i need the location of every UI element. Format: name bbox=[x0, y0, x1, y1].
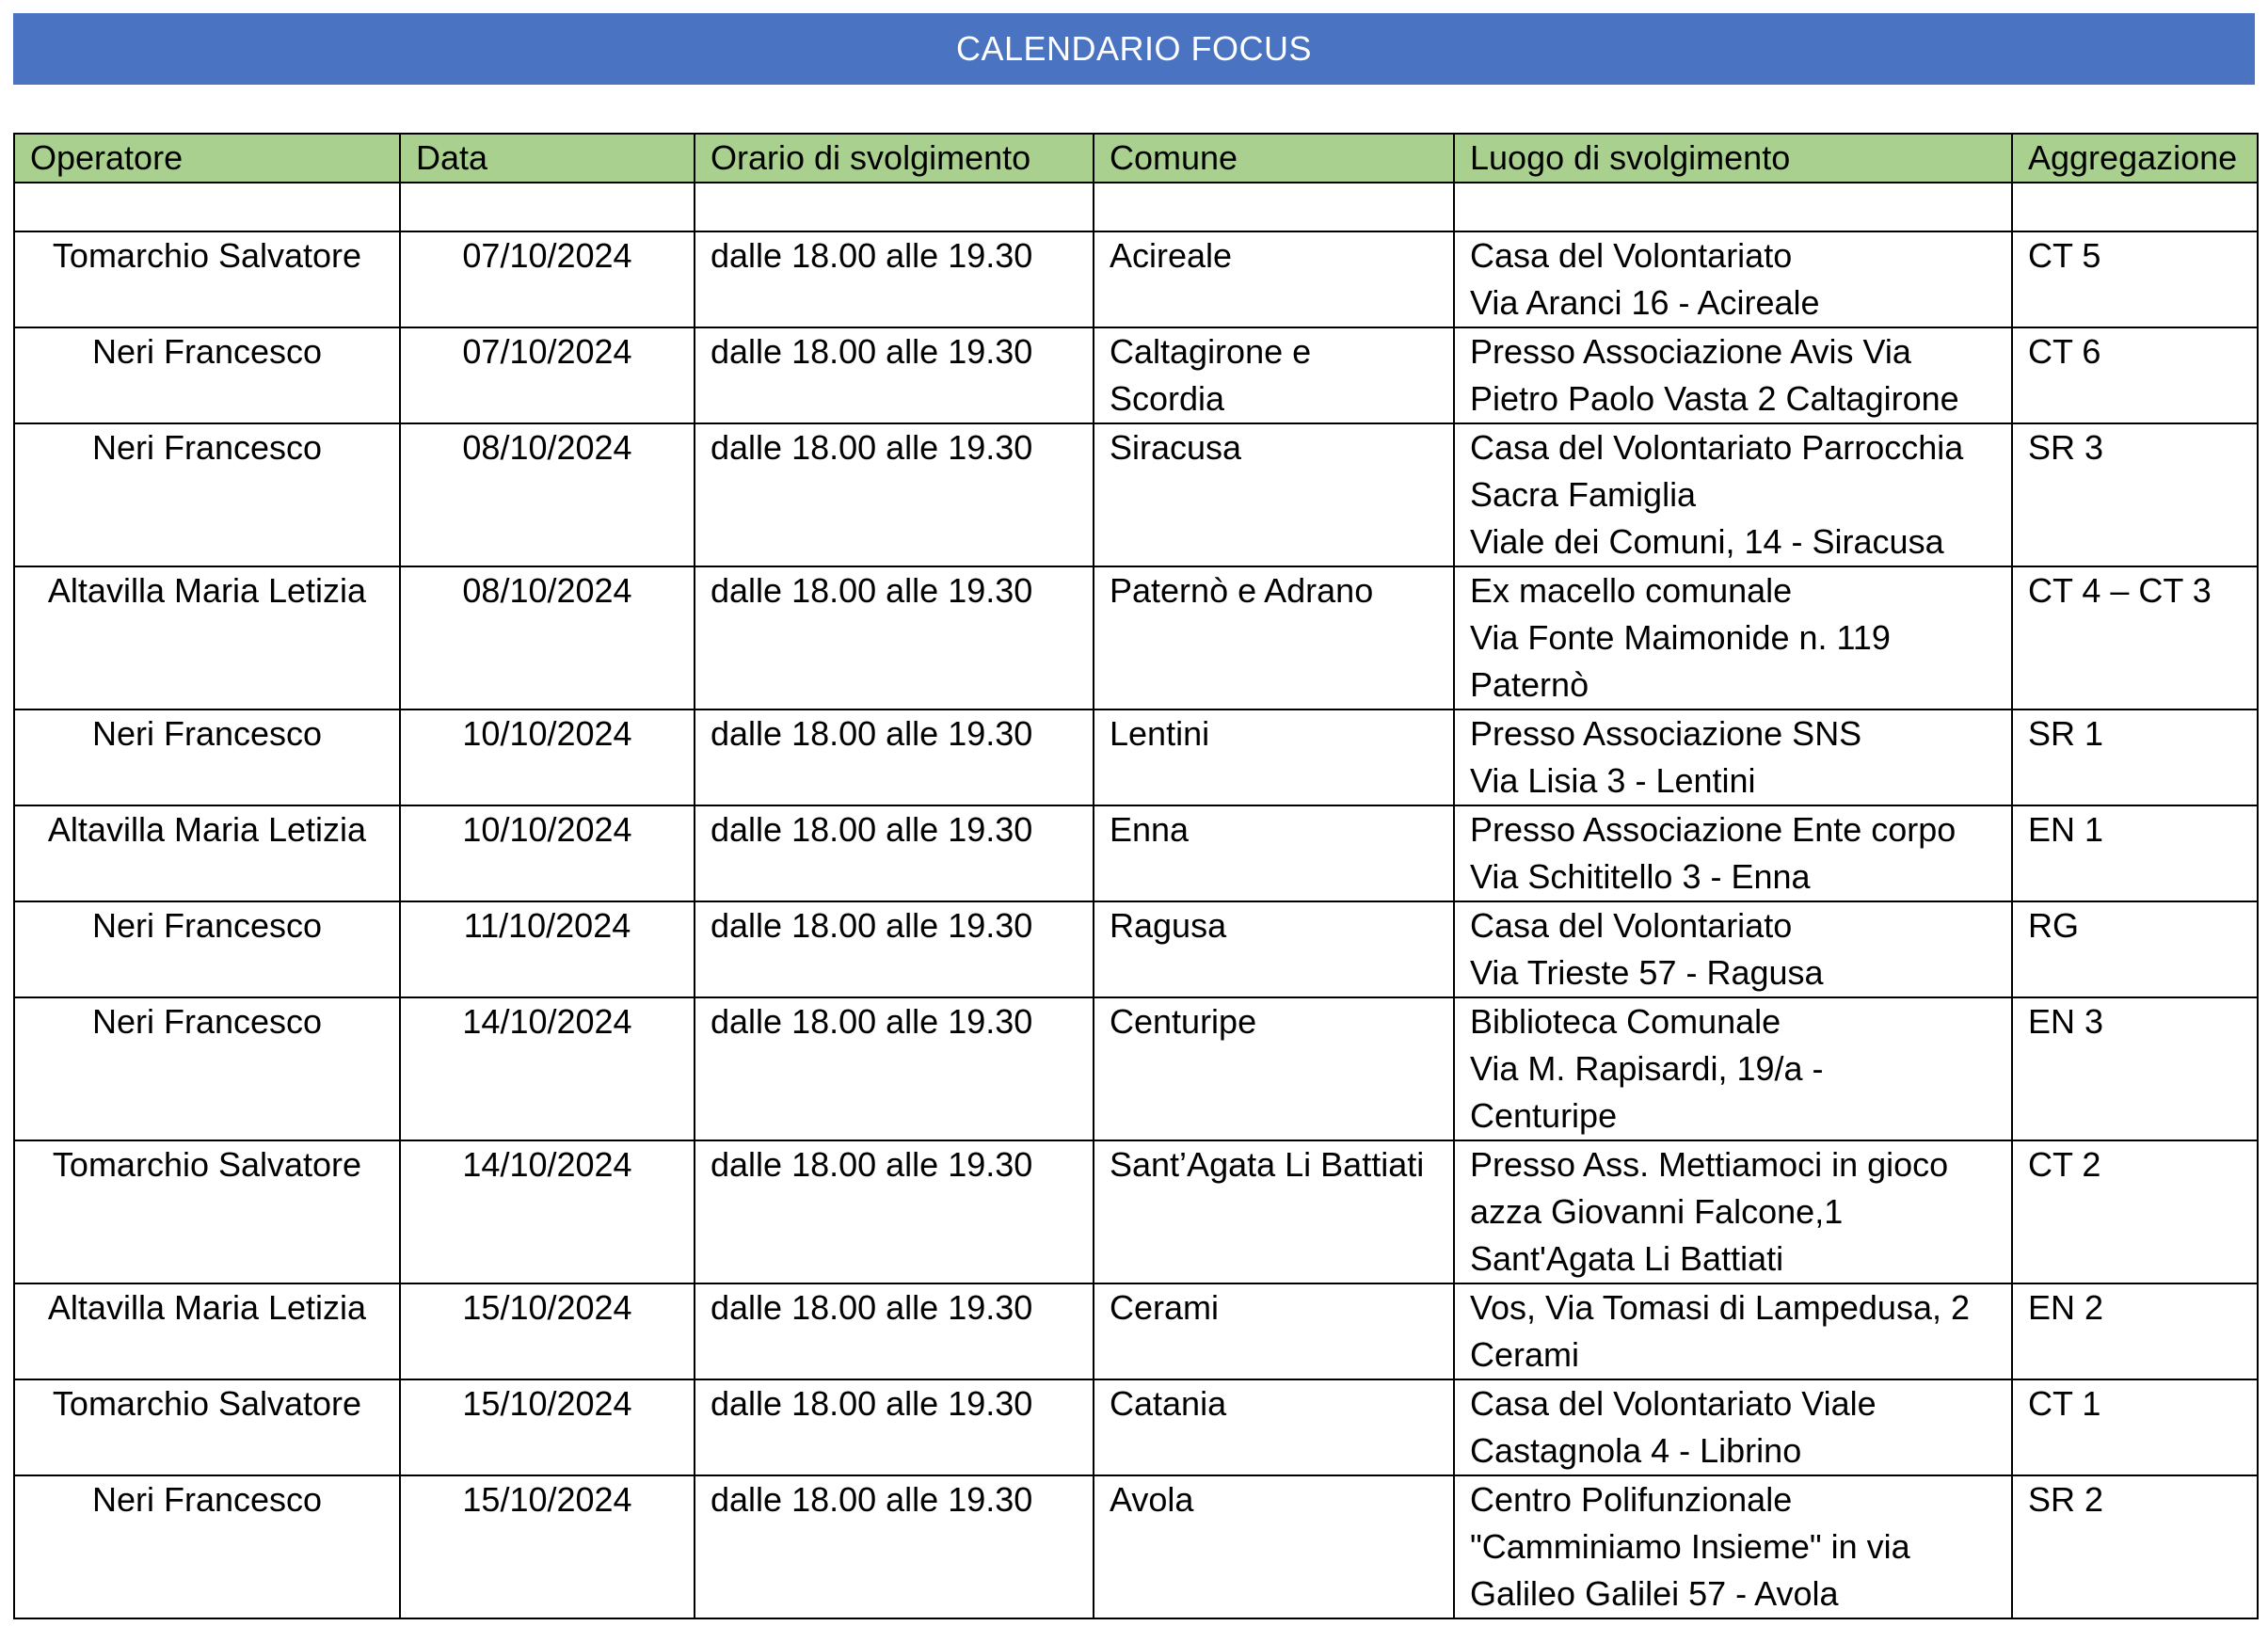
cell-comune: Caltagirone e Scordia bbox=[1094, 327, 1454, 423]
cell-operatore: Neri Francesco bbox=[14, 423, 400, 566]
cell-data: 15/10/2024 bbox=[400, 1475, 695, 1618]
cell-data: 14/10/2024 bbox=[400, 997, 695, 1140]
table-row bbox=[14, 901, 2258, 997]
cell-orario: dalle 18.00 alle 19.30 bbox=[695, 709, 1094, 805]
cell-data: 08/10/2024 bbox=[400, 566, 695, 709]
cell-orario: dalle 18.00 alle 19.30 bbox=[695, 566, 1094, 709]
cell-data: 08/10/2024 bbox=[400, 423, 695, 566]
cell-aggregazione: RG bbox=[2012, 901, 2258, 997]
cell-operatore: Tomarchio Salvatore bbox=[14, 231, 400, 327]
cell-aggregazione: EN 2 bbox=[2012, 1283, 2258, 1379]
table-row bbox=[14, 327, 2258, 423]
cell-operatore: Neri Francesco bbox=[14, 901, 400, 997]
header-luogo: Luogo di svolgimento bbox=[1454, 134, 2012, 183]
cell-comune: Avola bbox=[1094, 1475, 1454, 1618]
table-row bbox=[14, 566, 2258, 709]
cell-operatore: Tomarchio Salvatore bbox=[14, 1379, 400, 1475]
calendar-table bbox=[13, 133, 2259, 1619]
table-row bbox=[14, 1140, 2258, 1283]
cell-orario: dalle 18.00 alle 19.30 bbox=[695, 423, 1094, 566]
cell-luogo: Casa del Volontariato Parrocchia Sacra Famiglia Viale dei Comuni, 14 - Siracusa bbox=[1454, 423, 2012, 566]
cell-data: 11/10/2024 bbox=[400, 901, 695, 997]
table-row bbox=[14, 1475, 2258, 1618]
cell-data: 10/10/2024 bbox=[400, 805, 695, 901]
table-row bbox=[14, 709, 2258, 805]
cell-orario: dalle 18.00 alle 19.30 bbox=[695, 901, 1094, 997]
cell-data: 15/10/2024 bbox=[400, 1283, 695, 1379]
cell-luogo: Casa del Volontariato Via Trieste 57 - Ragusa bbox=[1454, 901, 2012, 997]
cell-aggregazione: SR 3 bbox=[2012, 423, 2258, 566]
header-data: Data bbox=[400, 134, 695, 183]
cell-data: 14/10/2024 bbox=[400, 1140, 695, 1283]
cell-data: 07/10/2024 bbox=[400, 231, 695, 327]
cell-aggregazione: CT 2 bbox=[2012, 1140, 2258, 1283]
cell-operatore: Altavilla Maria Letizia bbox=[14, 805, 400, 901]
cell-aggregazione: CT 1 bbox=[2012, 1379, 2258, 1475]
cell-orario: dalle 18.00 alle 19.30 bbox=[695, 1379, 1094, 1475]
cell-operatore: Neri Francesco bbox=[14, 997, 400, 1140]
cell-aggregazione: EN 1 bbox=[2012, 805, 2258, 901]
cell-luogo: Presso Associazione Ente corpo Via Schititello 3 - Enna bbox=[1454, 805, 2012, 901]
cell-aggregazione: CT 5 bbox=[2012, 231, 2258, 327]
cell-comune: Paternò e Adrano bbox=[1094, 566, 1454, 709]
table-row bbox=[14, 805, 2258, 901]
cell-operatore: Neri Francesco bbox=[14, 1475, 400, 1618]
cell-luogo: Biblioteca Comunale Via M. Rapisardi, 19/a - Centuripe bbox=[1454, 997, 2012, 1140]
header-orario: Orario di svolgimento bbox=[695, 134, 1094, 183]
cell-aggregazione: SR 1 bbox=[2012, 709, 2258, 805]
header-aggregazione: Aggregazione bbox=[2012, 134, 2258, 183]
cell-orario: dalle 18.00 alle 19.30 bbox=[695, 231, 1094, 327]
cell-orario: dalle 18.00 alle 19.30 bbox=[695, 1283, 1094, 1379]
table-row bbox=[14, 997, 2258, 1140]
cell-orario: dalle 18.00 alle 19.30 bbox=[695, 327, 1094, 423]
cell-operatore: Altavilla Maria Letizia bbox=[14, 566, 400, 709]
cell-aggregazione: CT 4 – CT 3 bbox=[2012, 566, 2258, 709]
cell-orario: dalle 18.00 alle 19.30 bbox=[695, 1140, 1094, 1283]
blank-row bbox=[14, 183, 2258, 231]
cell-luogo: Centro Polifunzionale "Camminiamo Insieme" in via Galileo Galilei 57 - Avola bbox=[1454, 1475, 2012, 1618]
table-row bbox=[14, 423, 2258, 566]
cell-orario: dalle 18.00 alle 19.30 bbox=[695, 1475, 1094, 1618]
cell-data: 15/10/2024 bbox=[400, 1379, 695, 1475]
cell-aggregazione: EN 3 bbox=[2012, 997, 2258, 1140]
blank-cell bbox=[2012, 183, 2258, 231]
table-row bbox=[14, 1379, 2258, 1475]
cell-comune: Centuripe bbox=[1094, 997, 1454, 1140]
table-row bbox=[14, 231, 2258, 327]
cell-luogo: Presso Associazione SNS Via Lisia 3 - Lentini bbox=[1454, 709, 2012, 805]
cell-comune: Acireale bbox=[1094, 231, 1454, 327]
header-operatore: Operatore bbox=[14, 134, 400, 183]
cell-data: 07/10/2024 bbox=[400, 327, 695, 423]
cell-comune: Lentini bbox=[1094, 709, 1454, 805]
cell-luogo: Presso Associazione Avis Via Pietro Paolo Vasta 2 Caltagirone bbox=[1454, 327, 2012, 423]
cell-operatore: Altavilla Maria Letizia bbox=[14, 1283, 400, 1379]
cell-orario: dalle 18.00 alle 19.30 bbox=[695, 997, 1094, 1140]
blank-cell bbox=[400, 183, 695, 231]
cell-data: 10/10/2024 bbox=[400, 709, 695, 805]
cell-aggregazione: SR 2 bbox=[2012, 1475, 2258, 1618]
cell-luogo: Presso Ass. Mettiamoci in gioco azza Giovanni Falcone,1 Sant'Agata Li Battiati bbox=[1454, 1140, 2012, 1283]
cell-comune: Cerami bbox=[1094, 1283, 1454, 1379]
header-comune: Comune bbox=[1094, 134, 1454, 183]
header-row bbox=[14, 134, 2258, 183]
blank-cell bbox=[695, 183, 1094, 231]
cell-comune: Sant’Agata Li Battiati bbox=[1094, 1140, 1454, 1283]
cell-luogo: Ex macello comunale Via Fonte Maimonide n. 119 Paternò bbox=[1454, 566, 2012, 709]
cell-operatore: Neri Francesco bbox=[14, 327, 400, 423]
cell-operatore: Neri Francesco bbox=[14, 709, 400, 805]
cell-orario: dalle 18.00 alle 19.30 bbox=[695, 805, 1094, 901]
cell-comune: Siracusa bbox=[1094, 423, 1454, 566]
blank-cell bbox=[14, 183, 400, 231]
cell-luogo: Casa del Volontariato Via Aranci 16 - Acireale bbox=[1454, 231, 2012, 327]
cell-comune: Ragusa bbox=[1094, 901, 1454, 997]
cell-luogo: Casa del Volontariato Viale Castagnola 4 - Librino bbox=[1454, 1379, 2012, 1475]
table-row bbox=[14, 1283, 2258, 1379]
cell-luogo: Vos, Via Tomasi di Lampedusa, 2 Cerami bbox=[1454, 1283, 2012, 1379]
cell-aggregazione: CT 6 bbox=[2012, 327, 2258, 423]
page-title: CALENDARIO FOCUS bbox=[13, 13, 2255, 85]
cell-comune: Catania bbox=[1094, 1379, 1454, 1475]
cell-operatore: Tomarchio Salvatore bbox=[14, 1140, 400, 1283]
blank-cell bbox=[1094, 183, 1454, 231]
blank-cell bbox=[1454, 183, 2012, 231]
cell-comune: Enna bbox=[1094, 805, 1454, 901]
